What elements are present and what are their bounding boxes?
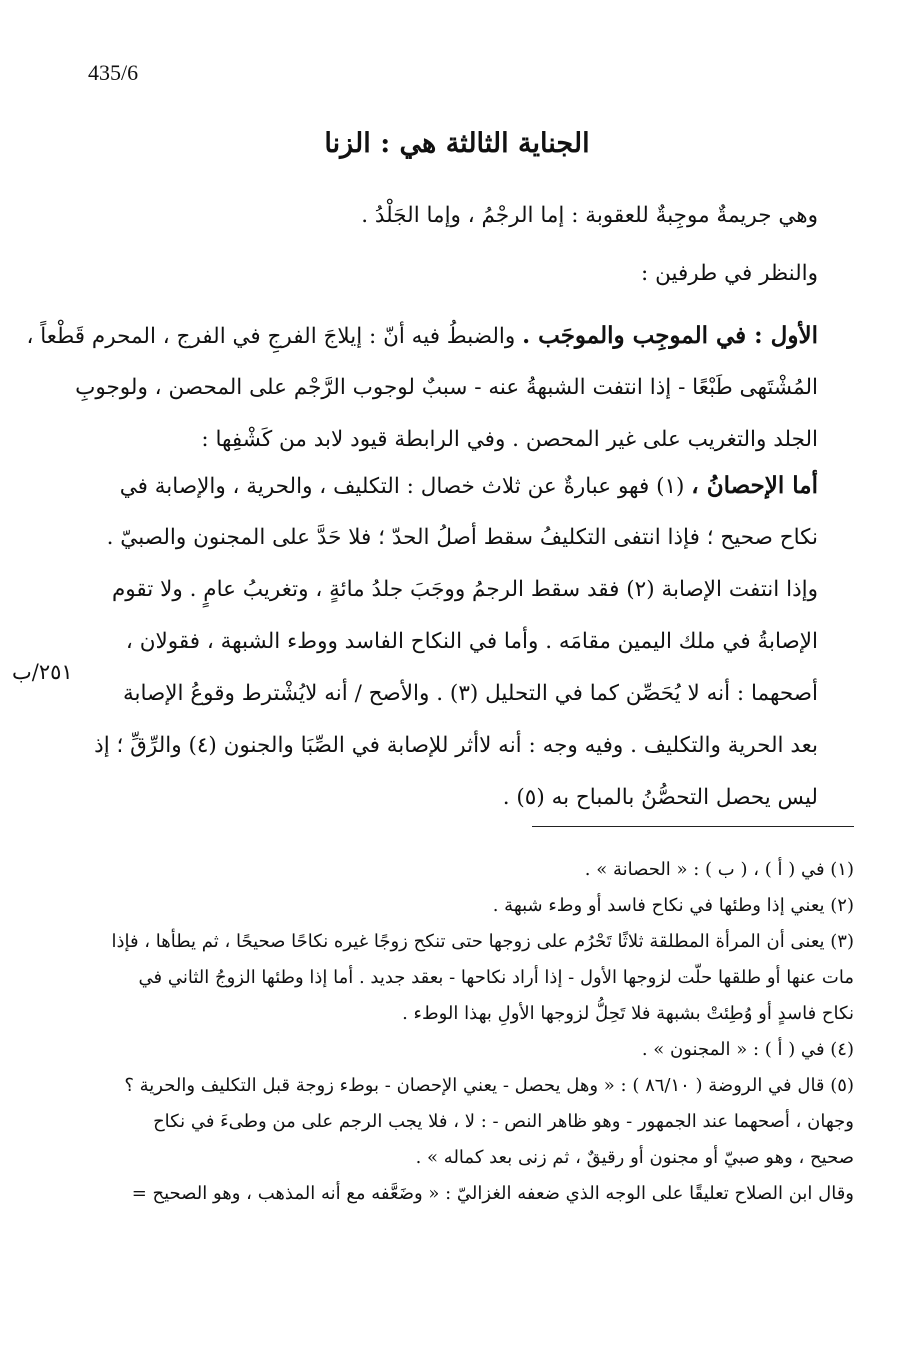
section-1-line-1-text: والضبطُ فيه أنّ : إيلاجَ الفرجِ في الفرج ، المحرم قَطْعاً ، (26, 324, 516, 349)
section-2-lead: أما الإحصانُ ، (691, 472, 818, 499)
section-2-line-1-text: (١) فهو عبارةٌ عن ثلاث خصال : التكليف ، والحرية ، والإصابة في (119, 474, 685, 499)
intro-line: وهي جريمةٌ موجِبةٌ للعقوبة : إما الرجْمُ ، وإما الجَلْدُ . (361, 203, 818, 228)
section-2-line-4: الإصابةُ في ملك اليمين مقامَه . وأما في النكاح الفاسد ووطء الشبهة ، فقولان ، (125, 629, 818, 654)
footnote-line: (٤) في ( أ ) : « المجنون » . (641, 1039, 854, 1060)
footnote-line: (٥) قال في الروضة ( ٨٦/١٠ ) : « وهل يحصل - يعني الإحصان - بوطء زوجة قبل التكليف والحرية ؟ (124, 1075, 854, 1096)
footnote-line: نكاح فاسدٍ أو وُطِئتْ بشبهة فلا تَحِلُّ لزوجها الأولِ بهذا الوطء . (402, 1003, 854, 1024)
footnote-line: (٣) يعنى أن المرأة المطلقة ثلاثًا تَحْرُم على زوجها حتى تنكح زوجًا غيره نكاحًا صحيحًا ، ثم يطأها ، فإذا (111, 931, 854, 952)
manuscript-folio-note: ٢٥١/ب (12, 660, 73, 684)
section-1-line-1 (26, 310, 818, 362)
section-2-line-7: ليس يحصل التحصُّنُ بالمباح به (٥) . (502, 785, 818, 810)
section-2-line-5: أصحهما : أنه لا يُحَصِّن كما في التحليل (٣) . والأصح / أنه لايُشْترط وقوعُ الإصابة (122, 681, 818, 706)
chapter-title: الجناية الثالثة هي : الزنا (324, 128, 590, 159)
section-2-line-3: وإذا انتفت الإصابة (٢) فقد سقط الرجمُ ووجَبَ جلدُ مائةٍ ، وتغريبُ عامٍ . ولا تقوم (112, 577, 818, 602)
section-2-line-1 (84, 460, 818, 512)
intro-paragraph (84, 190, 818, 300)
section-1-paragraph (26, 310, 818, 466)
intro-line: والنظر في طرفين : (641, 261, 818, 286)
section-2-line-6: بعد الحرية والتكليف . وفيه وجه : أنه لاأثر للإصابة في الصِّبَا والجنون (٤) والرِّقِّ ؛ إذ (94, 733, 818, 758)
footnote-line: وقال ابن الصلاح تعليقًا على الوجه الذي ضعفه الغزاليّ : « وضَعَّفه مع أنه المذهب ، وهو الصحيح = (131, 1183, 854, 1204)
footnote-line: صحيح ، وهو صبيّ أو مجنون أو رقيقٌ ، ثم زنى بعد كماله » . (415, 1147, 854, 1168)
footnote-line: مات عنها أو طلقها حلّت لزوجها الأول - إذا أراد نكاحها - بعقد جديد . أما إذا وطئها الزوجُ الثاني في (138, 967, 854, 988)
footnotes-block (84, 852, 854, 1212)
section-2-paragraph (84, 460, 818, 824)
section-1-lead: الأول : في الموجِب والموجَب . (522, 322, 818, 349)
footnote-line: (٢) يعني إذا وطئها في نكاح فاسد أو وطء شبهة . (492, 895, 854, 916)
section-1-line-2: المُشْتَهى طَبْعًا - إذا انتفت الشبهةُ عنه - سببٌ لوجوب الرَّجْم على المحصن ، ولوجوبِ (75, 375, 818, 400)
footnote-line: (١) في ( أ ) ، ( ب ) : « الحصانة » . (584, 859, 854, 880)
footnote-line: وجهان ، أصحهما عند الجمهور - وهو ظاهر النص - : لا ، فلا يجب الرجم على من وطىءَ في نكاح (153, 1111, 854, 1132)
section-1-line-3: الجلد والتغريب على غير المحصن . وفي الرابطة قيود لابد من كَشْفِها : (201, 427, 818, 452)
section-2-line-2: نكاح صحيح ؛ فإذا انتفى التكليفُ سقط أصلُ الحدّ ؛ فلا حَدَّ على المجنون والصبيّ . (106, 525, 818, 550)
footnote-separator (532, 826, 854, 827)
page-number: 435/6 (88, 60, 139, 85)
